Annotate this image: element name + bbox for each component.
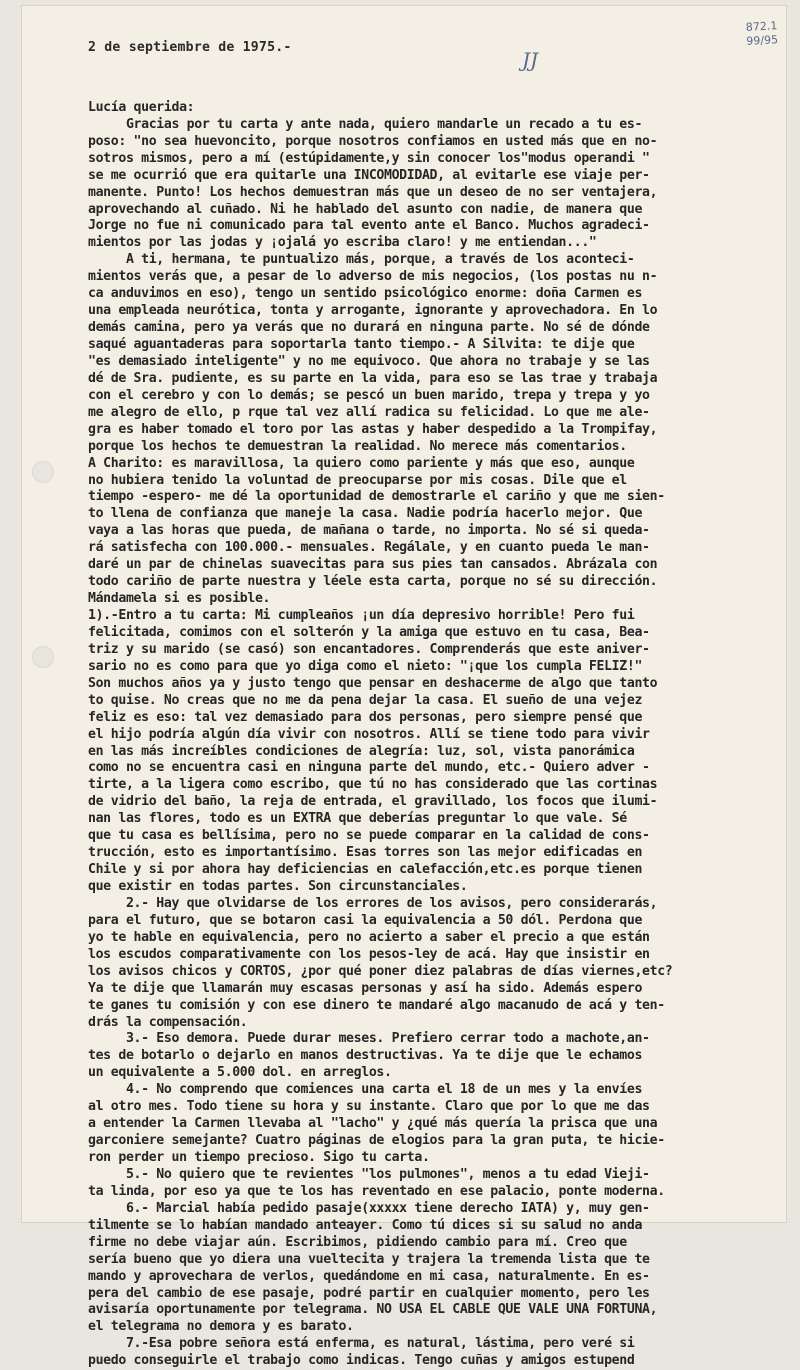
letter-line: avisaría oportunamente por telegrama. NO USA EL CABLE QUE VALE UNA FORTUNA,: [88, 1302, 658, 1318]
letter-line: yo te hable en equivalencia, pero no acierto a saber el precio a que están: [88, 929, 650, 945]
letter-line: garconiere semejante? Cuatro páginas de elogios para la gran puta, te hicie-: [88, 1133, 665, 1149]
letter-line: mientos por las jodas y ¡ojalá yo escriba claro! y me entiendan...": [88, 235, 597, 251]
handwritten-mark: JJ: [522, 48, 539, 72]
letter-line: como no se encuentra casi en ninguna parte del mundo, etc.- Quiero adver -: [88, 760, 650, 776]
letter-line: Jorge no fue ni comunicado para tal evento ante el Banco. Muchos agradeci-: [88, 218, 650, 234]
letter-line: porque los hechos te demuestran la realidad. No merece más comentarios.: [88, 438, 627, 454]
letter-line: trucción, esto es importantísimo. Esas torres son las mejor edificadas en: [88, 845, 643, 861]
letter-line: con el cerebro y con lo demás; se pescó un buen marido, trepa y trepa y yo: [88, 387, 650, 403]
letter-line: ca anduvimos en eso), tengo un sentido psicológico enorme: doña Carmen es: [88, 286, 643, 302]
letter-line: Chile y si por ahora hay deficiencias en calefacción,etc.es porque tienen: [88, 862, 643, 878]
letter-line: ta linda, por eso ya que te los has reventado en ese palacio, ponte moderna.: [88, 1183, 665, 1199]
letter-line: aprovechando al cuñado. Ni he hablado del asunto con nadie, de manera que: [88, 201, 643, 217]
archive-stamp: [746, 19, 779, 49]
letter-line: no hubiera tenido la voluntad de preocuparse por mis cosas. Dile que el: [88, 472, 627, 488]
letter-line: Son muchos años ya y justo tengo que pensar en deshacerme de algo que tanto: [88, 675, 658, 691]
letter-line: feliz es eso: tal vez demasiado para dos personas, pero siempre pensé que: [88, 709, 643, 725]
letter-line: ron perder un tiempo precioso. Sigo tu carta.: [88, 1150, 430, 1166]
letter-line: en las más increíbles condiciones de alegría: luz, sol, vista panorámica: [88, 743, 635, 759]
letter-line: Gracias por tu carta y ante nada, quiero mandarle un recado a tu es-: [88, 116, 643, 132]
letter-line: daré un par de chinelas suavecitas para sus pies tan cansados. Abrázala con: [88, 557, 658, 573]
letter-line: de vidrio del baño, la reja de entrada, el gravillado, los focos que ilumi-: [88, 794, 658, 810]
letter-line: 3.- Eso demora. Puede durar meses. Prefiero cerrar todo a machote,an-: [88, 1031, 650, 1047]
letter-line: un equivalente a 5.000 dol. en arreglos.: [88, 1065, 392, 1081]
letter-line: mando y aprovechara de verlos, quedándome en mi casa, naturalmente. En es-: [88, 1268, 650, 1284]
letter-line: sario no es como para que yo diga como el nieto: "¡que los cumpla FELIZ!": [88, 658, 643, 674]
letter-date: 2 de septiembre de 1975.-: [88, 40, 292, 55]
letter-line: nan las flores, todo es un EXTRA que deberías preguntar lo que vale. Sé: [88, 811, 627, 827]
letter-line: drás la compensación.: [88, 1014, 248, 1030]
punch-hole: [32, 646, 54, 668]
archive-stamp-line: 872.1: [745, 19, 778, 34]
letter-line: 4.- No comprendo que comiences una carta el 18 de un mes y la envíes: [88, 1082, 643, 1098]
letter-line: felicitada, comimos con el solterón y la amiga que estuvo en tu casa, Bea-: [88, 624, 650, 640]
letter-sheet: [22, 6, 786, 1369]
letter-line: tilmente se lo habían mandado anteayer. Como tú dices si su salud no anda: [88, 1217, 643, 1233]
letter-line: los avisos chicos y CORTOS, ¿por qué poner diez palabras de días viernes,etc?: [88, 963, 673, 979]
letter-line: 6.- Marcial había pedido pasaje(xxxxx tiene derecho IATA) y, muy gen-: [88, 1200, 650, 1216]
letter-line: los escudos comparativamente con los pesos-ley de acá. Hay que insistir en: [88, 946, 650, 962]
punch-hole: [32, 461, 54, 483]
letter-line: todo cariño de parte nuestra y léele esta carta, porque no sé su dirección.: [88, 574, 658, 590]
letter-line: triz y su marido (se casó) son encantadores. Comprenderás que este aniver-: [88, 641, 650, 657]
letter-line: to llena de confianza que maneje la casa. Nadie podría hacerlo mejor. Que: [88, 506, 643, 522]
letter-line: saqué aguantaderas para soportarla tanto tiempo.- A Silvita: te dije que: [88, 337, 635, 353]
letter-line: que tu casa es bellísima, pero no se puede comparar en la calidad de cons-: [88, 828, 650, 844]
letter-line: sotros mismos, pero a mí (estúpidamente,y sin conocer los"modus operandi ": [88, 150, 650, 166]
letter-line: me alegro de ello, p rque tal vez allí radica su felicidad. Lo que me ale-: [88, 404, 650, 420]
letter-line: una empleada neurótica, tonta y arrogante, ignorante y aprovechadora. En lo: [88, 303, 658, 319]
letter-line: rá satisfecha con 100.000.- mensuales. Regálale, y en cuanto pueda le man-: [88, 540, 650, 556]
letter-line: gra es haber tomado el toro por las astas y haber despedido a la Trompifay,: [88, 421, 658, 437]
letter-line: te ganes tu comisión y con ese dinero te mandaré algo macanudo de acá y ten-: [88, 997, 665, 1013]
letter-line: 1).-Entro a tu carta: Mi cumpleaños ¡un día depresivo horrible! Pero fui: [88, 608, 635, 624]
letter-line: el hijo podría algún día vivir con nosotros. Allí se tiene todo para vivir: [88, 726, 650, 742]
letter-line: tes de botarlo o dejarlo en manos destructivas. Ya te dije que le echamos: [88, 1048, 643, 1064]
letter-line: mientos verás que, a pesar de lo adverso de mis negocios, (los postas nu n-: [88, 269, 658, 285]
letter-line: se me ocurrió que era quitarle una INCOMODIDAD, al evitarle ese viaje per-: [88, 167, 650, 183]
letter-line: al otro mes. Todo tiene su hora y su instante. Claro que por lo que me das: [88, 1099, 650, 1115]
letter-line: a entender la Carmen llevaba al "lacho" y ¿qué más quería la prisca que una: [88, 1116, 658, 1132]
archive-stamp-line: 99/95: [746, 33, 779, 48]
letter-line: puedo conseguirle el trabajo como indicas. Tengo cuñas y amigos estupend: [88, 1353, 635, 1369]
letter-line: A Charito: es maravillosa, la quiero como pariente y más que eso, aunque: [88, 455, 635, 471]
letter-line: para el futuro, que se botaron casi la equivalencia a 50 dól. Perdona que: [88, 912, 643, 928]
letter-line: tirte, a la ligera como escribo, que tú no has considerado que las cortinas: [88, 777, 658, 793]
letter-line: 2.- Hay que olvidarse de los errores de los avisos, pero considerarás,: [88, 895, 658, 911]
letter-line: sería bueno que yo diera una vueltecita y trajera la tremenda lista que te: [88, 1251, 650, 1267]
letter-line: Ya te dije que llamarán muy escasas personas y así ha sido. Además espero: [88, 980, 643, 996]
letter-line: A ti, hermana, te puntualizo más, porque, a través de los aconteci-: [88, 252, 635, 268]
letter-line: to quise. No creas que no me da pena dejar la casa. El sueño de una vejez: [88, 692, 643, 708]
letter-line: manente. Punto! Los hechos demuestran más que un deseo de no ser ventajera,: [88, 184, 658, 200]
letter-line: poso: "no sea huevoncito, porque nosotros confiamos en usted más que en no-: [88, 133, 658, 149]
letter-line: dé de Sra. pudiente, es su parte en la vida, para eso se las trae y trabaja: [88, 370, 658, 386]
letter-line: demás camina, pero ya verás que no durará en ninguna parte. No sé de dónde: [88, 320, 650, 336]
letter-line: Lucía querida:: [88, 99, 195, 115]
letter-line: "es demasiado inteligente" y no me equivoco. Que ahora no trabaje y se las: [88, 353, 650, 369]
letter-line: tiempo -espero- me dé la oportunidad de demostrarle el cariño y que me sien-: [88, 489, 665, 505]
letter-line: vaya a las horas que pueda, de mañana o tarde, no importa. No sé si queda-: [88, 523, 650, 539]
letter-line: que existir en todas partes. Son circunstanciales.: [88, 879, 468, 895]
letter-line: Mándamela si es posible.: [88, 591, 271, 607]
letter-line: 7.-Esa pobre señora está enferma, es natural, lástima, pero veré si: [88, 1336, 635, 1352]
letter-line: 5.- No quiero que te revientes "los pulmones", menos a tu edad Vieji-: [88, 1166, 650, 1182]
letter-line: el telegrama no demora y es barato.: [88, 1319, 354, 1335]
letter-line: pera del cambio de ese pasaje, podré partir en cualquier momento, pero les: [88, 1285, 650, 1301]
letter-line: firme no debe viajar aún. Escribimos, pidiendo cambio para mí. Creo que: [88, 1234, 627, 1250]
letter-body: [88, 66, 778, 1370]
